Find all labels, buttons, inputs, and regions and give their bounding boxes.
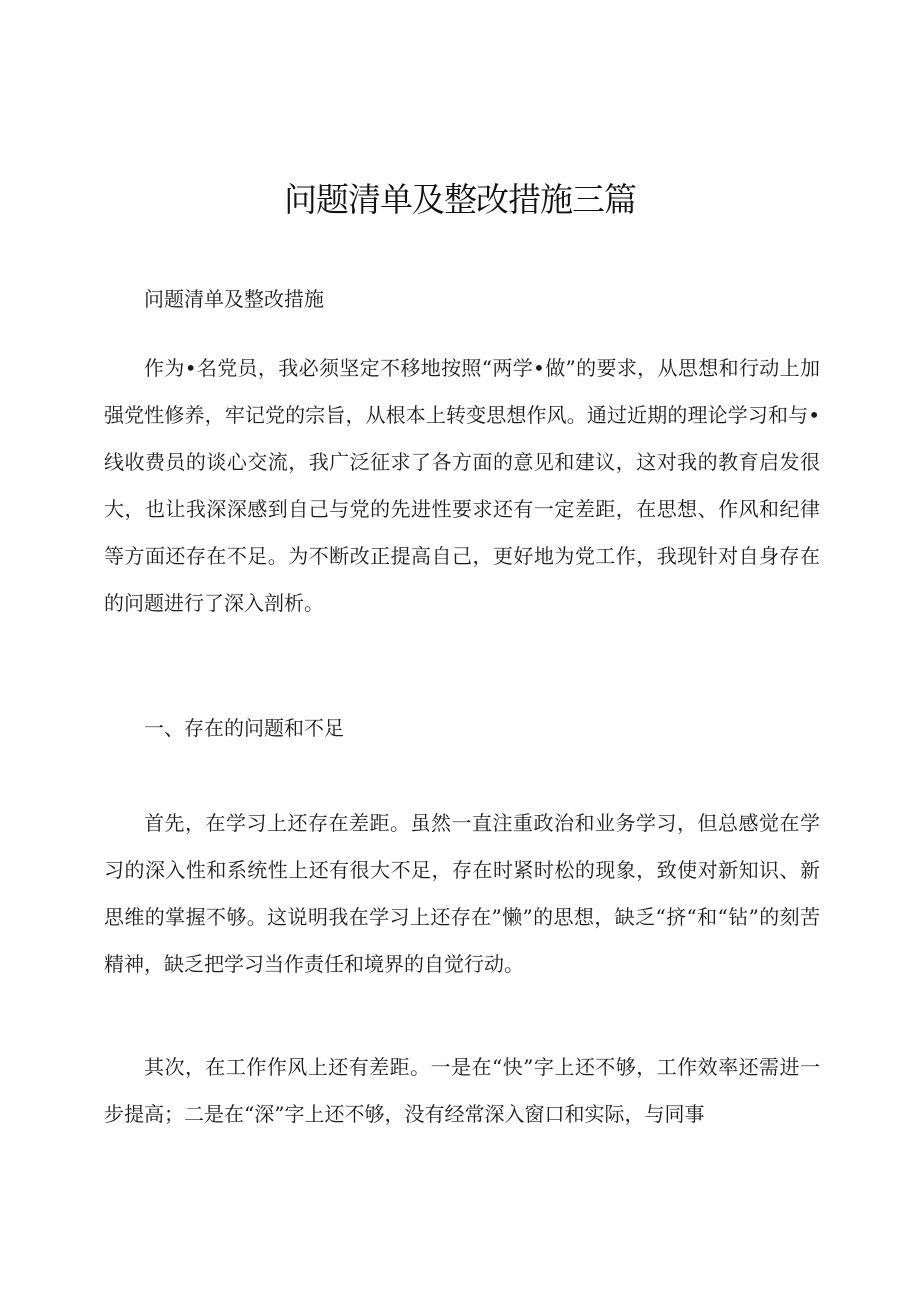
paragraph-study: 首先，在学习上还存在差距。虽然一直注重政治和业务学习，但总感觉在学习的深入性和系统性上还有很大不足，存在时紧时松的现象，致使对新知识、新思维的掌握不够。这说明我在学习上还存在”懒”的思想，缺乏“挤“和“钻”的刻苦精神，缺乏把学习当作责任和境界的自觉行动。 xyxy=(104,811,820,976)
paragraph-work-style: 其次，在工作作风上还有差距。一是在“快”字上还不够，工作效率还需进一步提高；二是在“深”字上还不够，没有经常深入窗口和实际，与同事 xyxy=(104,1055,820,1126)
paragraph-intro: 作为•名党员，我必须坚定不移地按照“两学•做”的要求，从思想和行动上加强党性修养，牢记党的宗旨，从根本上转变思想作风。通过近期的理论学习和与•线收费员的谈心交流，我广泛征求了各方面的意见和建议，这对我的教育启发很大，也让我深深感到自己与党的先进性要求还有一定差距，在思想、作风和纪律等方面还存在不足。为不断改正提高自己，更好地为党工作，我现针对自身存在的问题进行了深入剖析。 xyxy=(104,356,820,615)
document-title: 问题清单及整改措施三篇 xyxy=(284,180,636,219)
document-subtitle: 问题清单及整改措施 xyxy=(144,287,324,311)
section-heading: 一、存在的问题和不足 xyxy=(144,716,344,740)
